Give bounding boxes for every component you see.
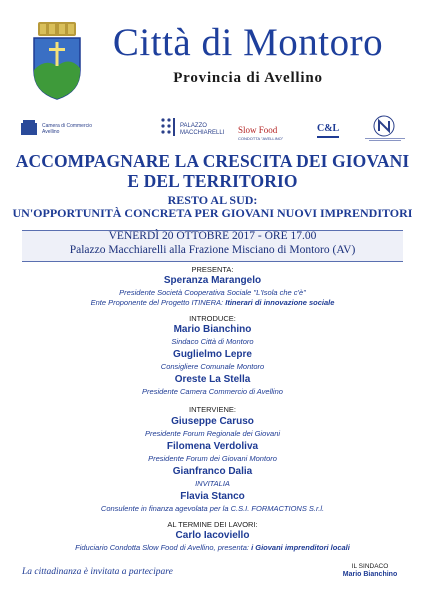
speaker-role: Consulente in finanza agevolata per la C.S.I. FORMACTIONS S.r.l. (100, 504, 325, 513)
speaker-name: Gianfranco Dalia (172, 466, 253, 477)
subtitle (0, 194, 425, 220)
sindaco-signature (330, 563, 410, 579)
introducer-role: Presidente Camera Commercio di Avellino (142, 387, 283, 396)
closing-role-highlight: i Giovani imprenditori locali (251, 543, 350, 552)
slow-food-line1: Slow Food (238, 125, 278, 135)
presenter-project-prefix: Ente Proponente del Progetto ITINERA: (90, 298, 226, 307)
palazzo-line1: PALAZZO (180, 123, 207, 129)
subtitle-line1: RESTO AL SUD: (167, 193, 258, 207)
section-label-presenta: PRESENTA: (191, 265, 234, 274)
main-title (0, 151, 425, 191)
network-n-icon (373, 115, 395, 137)
introducer-role: Consigliere Comunale Montoro (160, 362, 265, 371)
cel-text: C&L (317, 123, 340, 134)
introducer-name: Oreste La Stella (174, 374, 251, 385)
cel-logo (315, 115, 345, 143)
sindaco-label: IL SINDACO (351, 563, 389, 570)
introducer-role: Sindaco Città di Montoro (171, 337, 254, 346)
speaker-name: Flavia Stanco (180, 491, 245, 502)
closing-role-prefix: Fiduciario Condotta Slow Food di Avellino, presenta: (75, 543, 252, 552)
introducer-name: Guglielmo Lepre (173, 349, 252, 360)
speaker-role: Presidente Forum dei Giovani Montoro (148, 454, 277, 463)
speaker-role: Presidente Forum Regionale dei Giovani (144, 429, 281, 438)
presenter-role: Presidente Società Cooperativa Sociale "L'Isola che c'è" (119, 288, 306, 297)
subtitle-line2: UN'OPPORTUNITÀ CONCRETA PER GIOVANI NUOVI IMPRENDITORI (12, 206, 413, 220)
section-label-introduce: INTRODUCE: (189, 314, 236, 323)
invitation-text: La cittadinanza è invitata a partecipare (22, 567, 173, 577)
presenter-project-name: Itinerari di innovazione sociale (225, 298, 335, 307)
speaker-name: Giuseppe Caruso (171, 416, 254, 427)
closing-speaker-role (0, 543, 425, 552)
camera-commercio-icon (20, 119, 38, 139)
sponsor-logos (20, 115, 405, 143)
camera-commercio-line2: Avellino (42, 129, 60, 135)
section-label-interviene: INTERVIENE: (189, 405, 236, 414)
closing-speaker-name: Carlo Iacoviello (175, 530, 250, 541)
camera-commercio-line1: Camera di Commercio (42, 123, 93, 129)
slow-food-logo (238, 115, 302, 143)
main-title-line2: E DEL TERRITORIO (127, 171, 298, 191)
speaker-name: Filomena Verdoliva (166, 441, 259, 452)
slow-food-line2: CONDOTTA "AVELLINO" (238, 136, 284, 141)
camera-commercio-logo (20, 115, 100, 143)
section-label-conclusione: AL TERMINE DEI LAVORI: (167, 520, 258, 529)
province-subtitle: Provincia di Avellino (173, 70, 323, 86)
main-title-line1: ACCOMPAGNARE LA CRESCITA DEI GIOVANI (15, 151, 410, 171)
speaker-role: INVITALIA (195, 479, 230, 488)
city-title: Città di Montoro (112, 21, 384, 64)
event-date: VENERDÌ 20 OTTOBRE 2017 - ORE 17.00 (108, 230, 317, 242)
presenter-name: Speranza Marangelo (163, 275, 262, 286)
event-place: Palazzo Macchiarelli alla Frazione Misciano di Montoro (AV) (69, 244, 356, 256)
introducer-name: Mario Bianchino (173, 324, 252, 335)
palazzo-dots-icon (160, 117, 176, 139)
palazzo-macchiarelli-logo (160, 115, 230, 143)
palazzo-line2: MACCHIARELLI (180, 130, 225, 136)
presenter-project (0, 298, 425, 307)
sindaco-name: Mario Bianchino (342, 571, 398, 578)
network-logo (365, 115, 405, 143)
city-crest-icon (30, 22, 84, 100)
